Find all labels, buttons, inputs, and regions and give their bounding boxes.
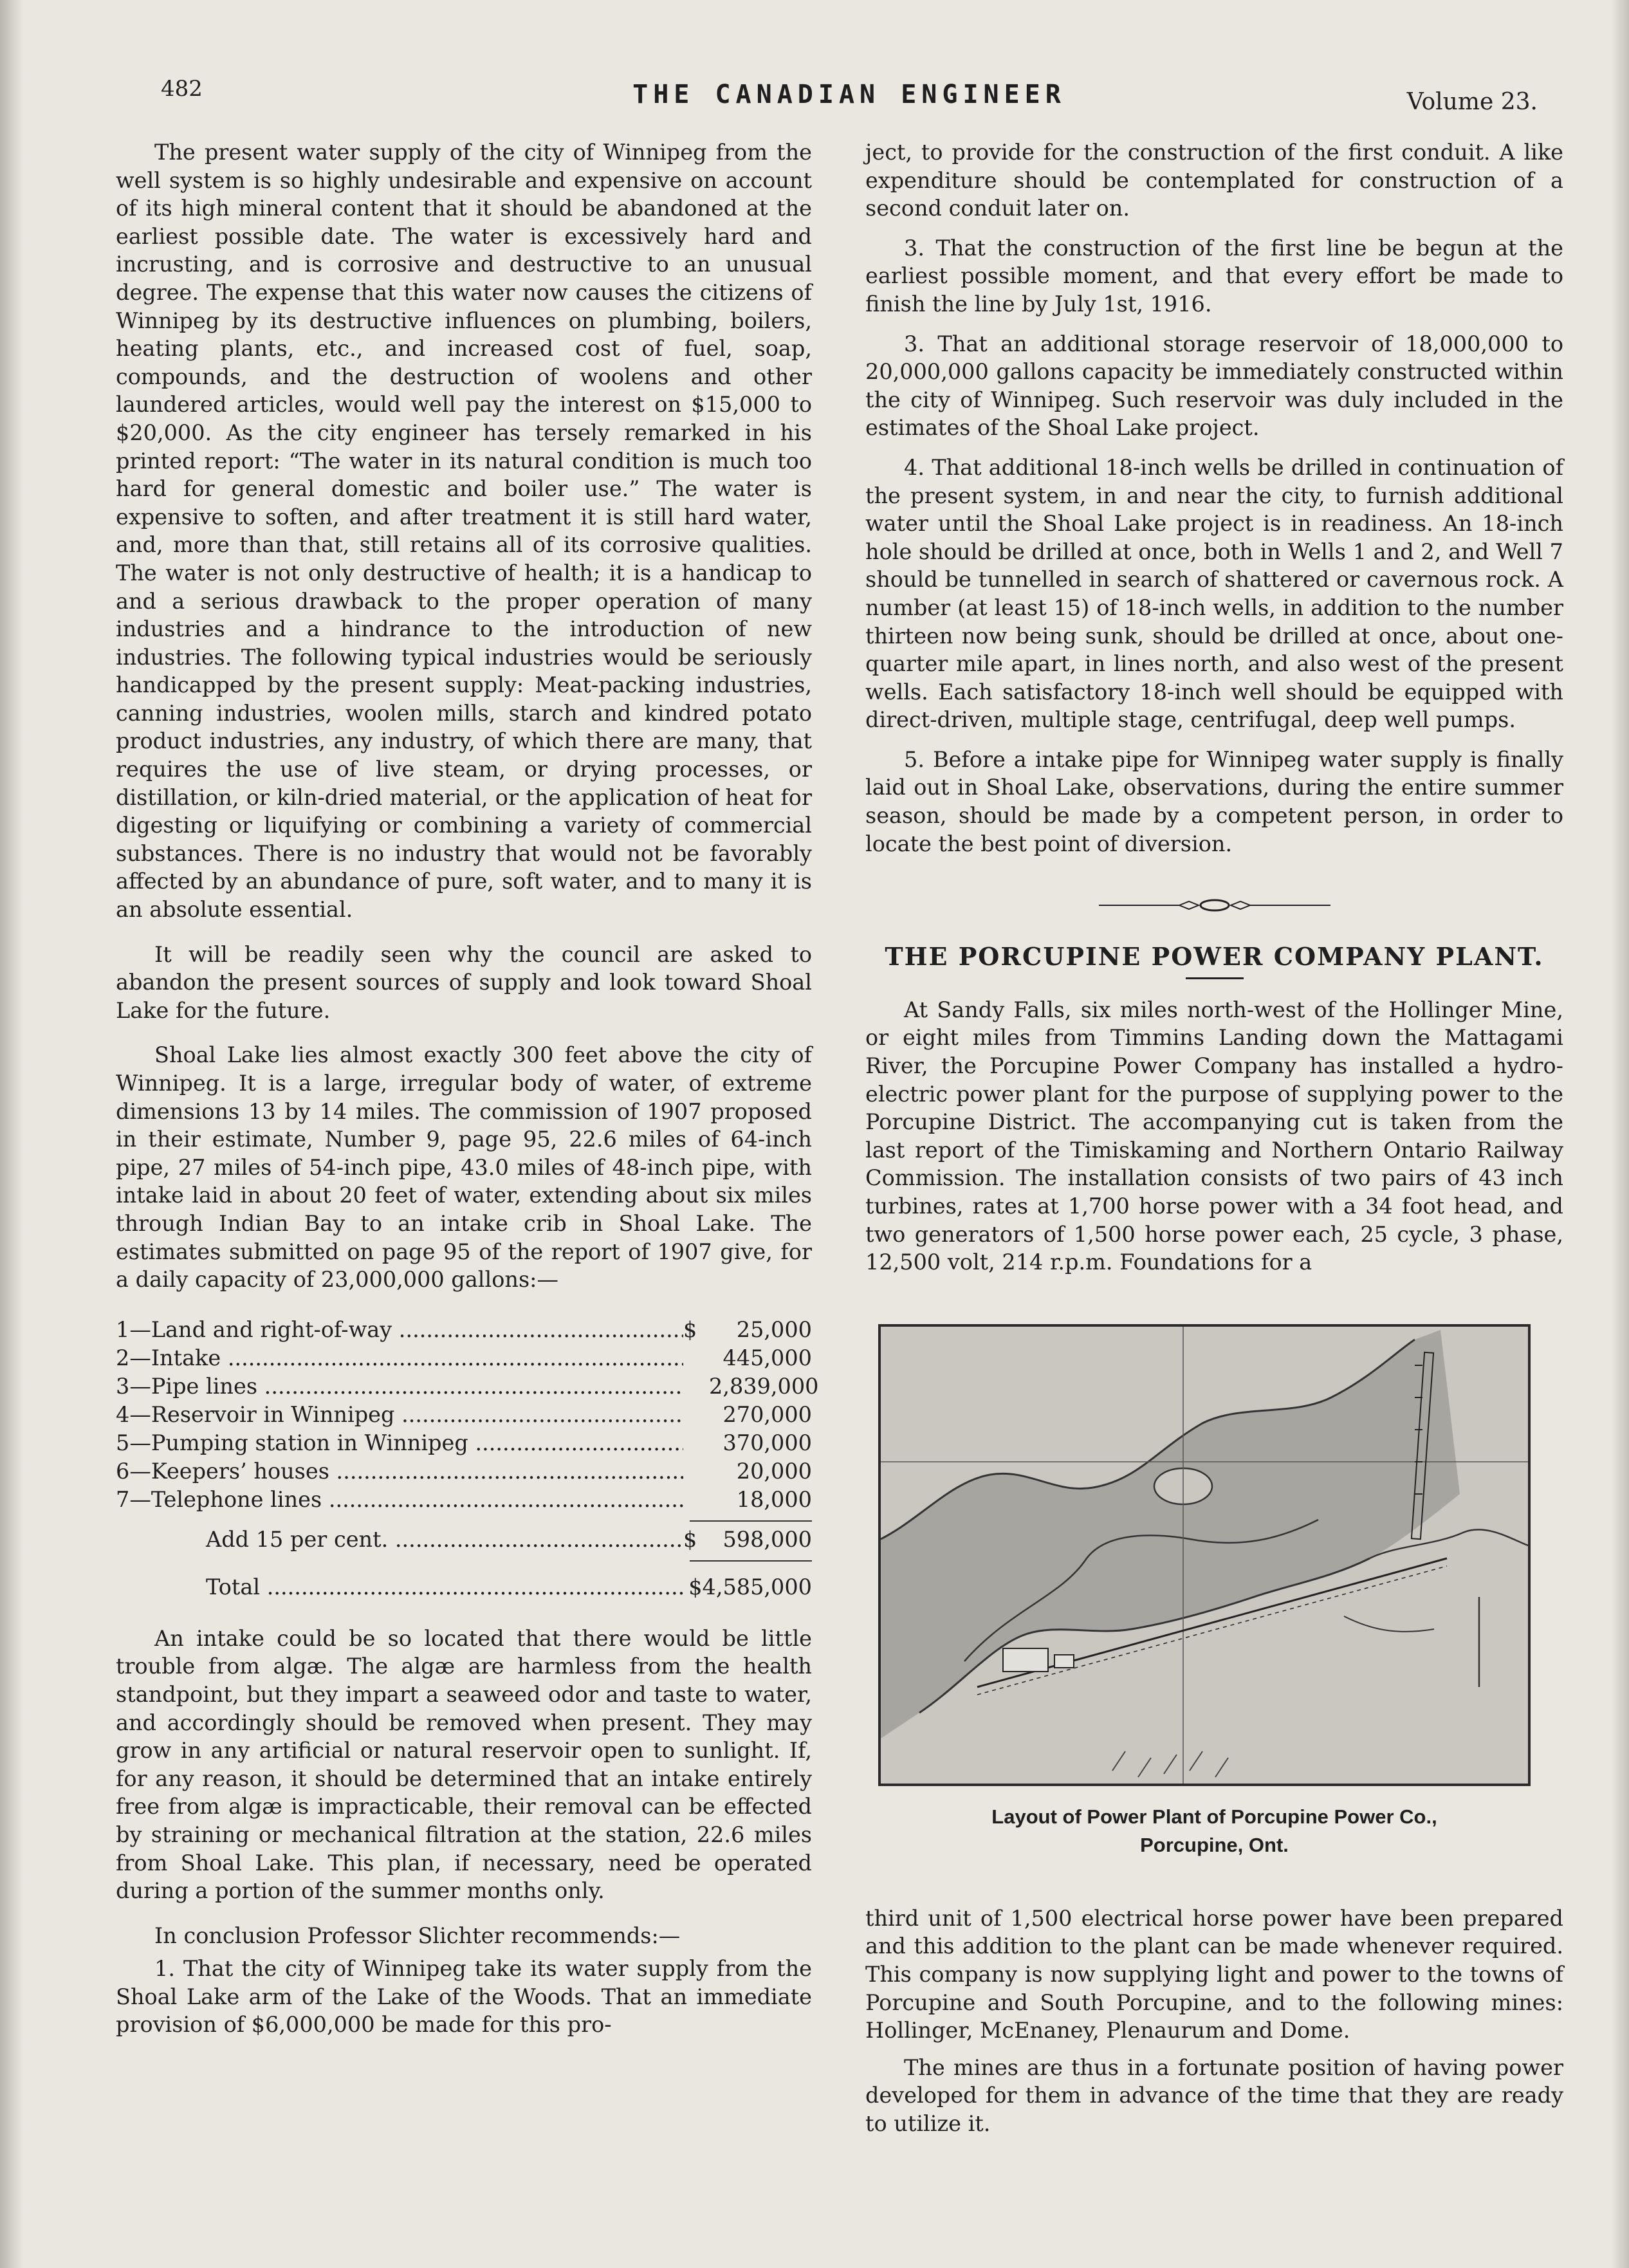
cost-amount: 20,000 [736, 1458, 812, 1484]
cost-row-total [116, 1573, 812, 1601]
paragraph: 3. That the construction of the first line be begun at the earliest possible moment, and that every effort be made to finish the line by July 1st, 1916. [865, 235, 1563, 317]
cost-row [116, 1372, 819, 1401]
page-header [161, 76, 1538, 121]
paragraph: At Sandy Falls, six miles north-west of the Hollinger Mine, or eight miles from Timmins Landing down the Mattagami River, the Porcupine Power Company has installed a hydro-electric power plant for the purpose of supplying power to the Porcupine District. The accompanying cut is taken from the last report of the Timiskaming and Northern Ontario Railway Commission. The installation consists of two pairs of 43 inch turbines, rates at 1,700 horse power with a 34 foot head, and two generators of 1,500 horse power each, 25 cycle, 3 phase, 12,500 volt, 214 r.p.m. Foundations for a [865, 997, 1563, 1275]
left-column [116, 138, 819, 2056]
add-percent-label: Add 15 per cent. ..... [116, 1526, 683, 1554]
add-currency: $ [683, 1526, 697, 1552]
cost-row-add [116, 1526, 812, 1554]
cost-label: 3—Pipe lines ..... [116, 1372, 683, 1401]
total-rule [690, 1560, 812, 1562]
volume-label: Volume 23. [1406, 89, 1538, 115]
cost-row [116, 1457, 812, 1486]
cost-row [116, 1401, 812, 1429]
cost-amount: 370,000 [722, 1430, 812, 1455]
title-rule [1186, 977, 1244, 979]
cost-row [116, 1344, 812, 1372]
cost-row [116, 1429, 812, 1457]
cost-label: 2—Intake ..... [116, 1344, 683, 1372]
section-divider-ornament [1099, 894, 1330, 913]
page-number: 482 [161, 76, 203, 102]
cost-amount: 2,839,000 [709, 1373, 819, 1399]
cost-amount: 270,000 [722, 1401, 812, 1427]
caption-line: Layout of Power Plant of Porcupine Power Co., [991, 1805, 1437, 1828]
subtotal-rule [690, 1520, 812, 1522]
caption-line: Porcupine, Ont. [1140, 1833, 1289, 1856]
paragraph: An intake could be so located that there would be little trouble from algæ. The algæ are harmless from the health standpoint, but they impart a seaweed odor and taste to water, and accordingly should be removed when present. They may grow in any artificial or natural reservoir open to sunlight. If, for any reason, it should be determined that an intake entirely free from algæ is impracticable, their removal can be effected by straining or mechanical filtration at the station, 22.6 miles from Shoal Lake. This plan, if necessary, need be operated during a portion of the summer months only. [116, 1625, 812, 1904]
total-label: Total ..... [116, 1573, 683, 1601]
cost-amount: 18,000 [736, 1486, 812, 1512]
journal-title: THE CANADIAN ENGINEER [632, 80, 1066, 109]
cost-label: 1—Land and right-of-way ..... [116, 1316, 683, 1344]
cost-label: 5—Pumping station in Winnipeg ..... [116, 1429, 683, 1457]
paragraph: 5. Before a intake pipe for Winnipeg water supply is finally laid out in Shoal Lake, observations, during the entire summer season, should be made by a competent person, in order to locate the best point of diversion. [865, 746, 1563, 856]
cost-estimate-table [116, 1316, 819, 1601]
add-amount: 598,000 [722, 1526, 812, 1552]
figure-caption [865, 1803, 1563, 1859]
paragraph: Shoal Lake lies almost exactly 300 feet above the city of Winnipeg. It is a large, irregular body of water, of extreme dimensions 13 by 14 miles. The commission of 1907 proposed in their estimate, Number 9, page 95, 22.6 miles of 64-inch pipe, 27 miles of 54-inch pipe, 43.0 miles of 48-inch pipe, with intake laid in about 20 feet of water, extending about six miles through Indian Bay to an intake crib in Shoal Lake. The estimates submitted on page 95 of the report of 1907 give, for a daily capacity of 23,000,000 gallons:— [116, 1042, 812, 1293]
section-title: THE PORCUPINE POWER COMPANY PLANT. [885, 942, 1544, 972]
paragraph: In conclusion Professor Slichter recommends:— [154, 1922, 681, 1948]
cost-row [116, 1316, 812, 1344]
page-edge-right [1611, 0, 1629, 2268]
paragraph: It will be readily seen why the council are asked to abandon the present sources of supply and look toward Shoal Lake for the future. [116, 941, 812, 1023]
cost-row [116, 1486, 812, 1514]
paragraph: The mines are thus in a fortunate position of having power developed for them in advance of the time that they are ready to utilize it. [865, 2054, 1563, 2136]
total-amount: $4,585,000 [688, 1574, 812, 1600]
paragraph: third unit of 1,500 electrical horse power have been prepared and this addition to the plant can be made whenever required. This company is now supplying light and power to the towns of Porcupine and South Porcupine, and to the following mines: Hollinger, McEnaney, Plenaurum and Dome. [865, 1905, 1563, 2043]
cost-currency: $ [683, 1316, 697, 1342]
page-edge-left [0, 0, 23, 2268]
cost-amount: 25,000 [736, 1316, 812, 1342]
cost-label: 6—Keepers’ houses ..... [116, 1457, 683, 1486]
paragraph: 4. That additional 18-inch wells be drilled in continuation of the present system, in and near the city, to furnish additional water until the Shoal Lake project is in readiness. An 18-inch hole should be drilled at once, both in Wells 1 and 2, and Well 7 should be tunnelled in search of shattered or cavernous rock. A number (at least 15) of 18-inch wells, in addition to the number thirteen now being sunk, should be drilled at once, about one-quarter mile apart, in lines north, and also west of the present wells. Each satisfactory 18-inch well should be equipped with direct-driven, multiple stage, centrifugal, deep well pumps. [865, 454, 1563, 733]
power-plant-layout-map [878, 1324, 1531, 1786]
cost-label: 7—Telephone lines ..... [116, 1486, 683, 1514]
paragraph: The present water supply of the city of Winnipeg from the well system is so highly undesirable and expensive on account of its high mineral content that it should be abandoned at the earliest possible date. The water is excessively hard and incrusting, and is corrosive and destructive to an unusual degree. The expense that this water now causes the citizens of Winnipeg by its destructive influences on plumbing, boilers, heating plants, etc., and increased cost of fuel, soap, compounds, and the destruction of woolens and other laundered articles, would well pay the interest on $15,000 to $20,000. As the city engineer has tersely remarked in his printed report: “The water in its natural condition is much too hard for general domestic and boiler use.” The water is expensive to soften, and after treatment it is still hard water, and, more than that, still retains all of its corrosive qualities. The water is not only destructive of health; it is a handicap to and a serious drawback to the proper operation of many industries and a hindrance to the introduction of new industries. The following typical industries would be seriously handicapped by the present supply: Meat-packing industries, canning industries, woolen mills, starch and kindred potato product industries, any industry, of which there are many, that requires the use of live steam, or drying processes, or distillation, or kiln-dried material, or the application of heat for digesting or liquifying or combining a variety of commercial substances. There is no industry that would not be favorably affected by an abundance of pure, soft water, and to many it is an absolute essential. [116, 140, 812, 923]
paragraph: 1. That the city of Winnipeg take its water supply from the Shoal Lake arm of the Lake of the Woods. That an immediate provision of $6,000,000 be made for this pro- [116, 1956, 812, 2038]
cost-label: 4—Reservoir in Winnipeg ..... [116, 1401, 683, 1429]
cost-amount: 445,000 [722, 1345, 812, 1370]
paragraph: ject, to provide for the construction of the first conduit. A like expenditure should be contemplated for construction of a second conduit later on. [865, 140, 1563, 221]
paragraph: 3. That an additional storage reservoir of 18,000,000 to 20,000,000 gallons capacity be immediately constructed within the city of Winnipeg. Such reservoir was duly included in the estimates of the Shoal Lake project. [865, 331, 1563, 441]
right-column [865, 138, 1563, 2155]
